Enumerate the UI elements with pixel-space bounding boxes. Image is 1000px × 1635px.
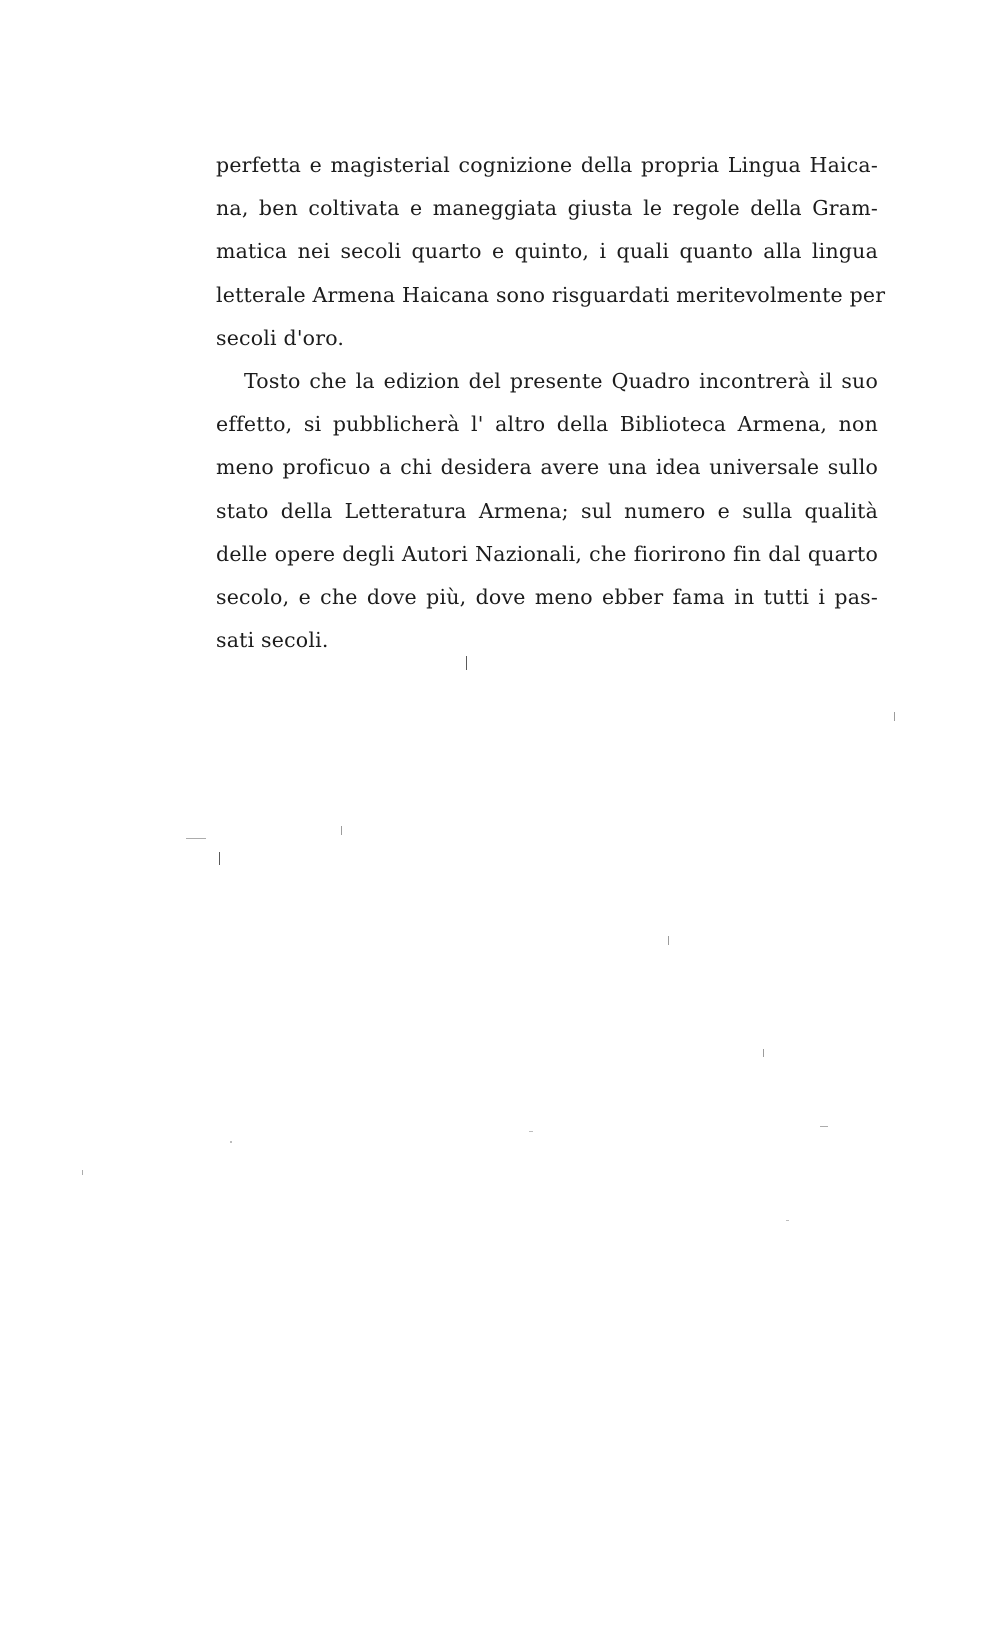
paragraph-first-line: Tosto che la edizion del presente Quadro incontrerà il suo [244,368,878,393]
scan-mark [786,1220,789,1221]
body-text [216,144,886,662]
scan-mark [894,712,895,721]
text-line: delle opere degli Autori Nazionali, che fiorirono fin dal quarto [216,541,878,566]
scan-mark [219,852,220,865]
text-line: secoli d'oro. [216,325,345,350]
scan-mark [668,936,669,945]
text-line: letterale Armena Haicana sono risguardati meritevolmente per [216,282,886,307]
scan-mark [82,1170,83,1175]
scan-mark [820,1126,828,1127]
text-line: effetto, si pubblicherà l' altro della Biblioteca Armena, non [216,412,878,437]
scan-mark [529,1131,533,1132]
scan-mark [763,1049,764,1057]
text-line: sati secoli. [216,628,329,653]
scan-mark [186,838,206,839]
scan-mark [466,656,467,670]
text-line: stato della Letteratura Armena; sul numero e sulla qualità [216,498,878,523]
text-line: meno proficuo a chi desidera avere una idea universale sullo [216,455,878,480]
text-line: na, ben coltivata e maneggiata giusta le regole della Gram- [216,196,878,221]
text-line: matica nei secoli quarto e quinto, i quali quanto alla lingua [216,239,878,264]
scan-mark [230,1141,232,1143]
text-line: secolo, e che dove più, dove meno ebber fama in tutti i pas- [216,584,878,609]
text-line: perfetta e magisterial cognizione della propria Lingua Haica- [216,153,878,177]
scan-mark [341,826,342,835]
